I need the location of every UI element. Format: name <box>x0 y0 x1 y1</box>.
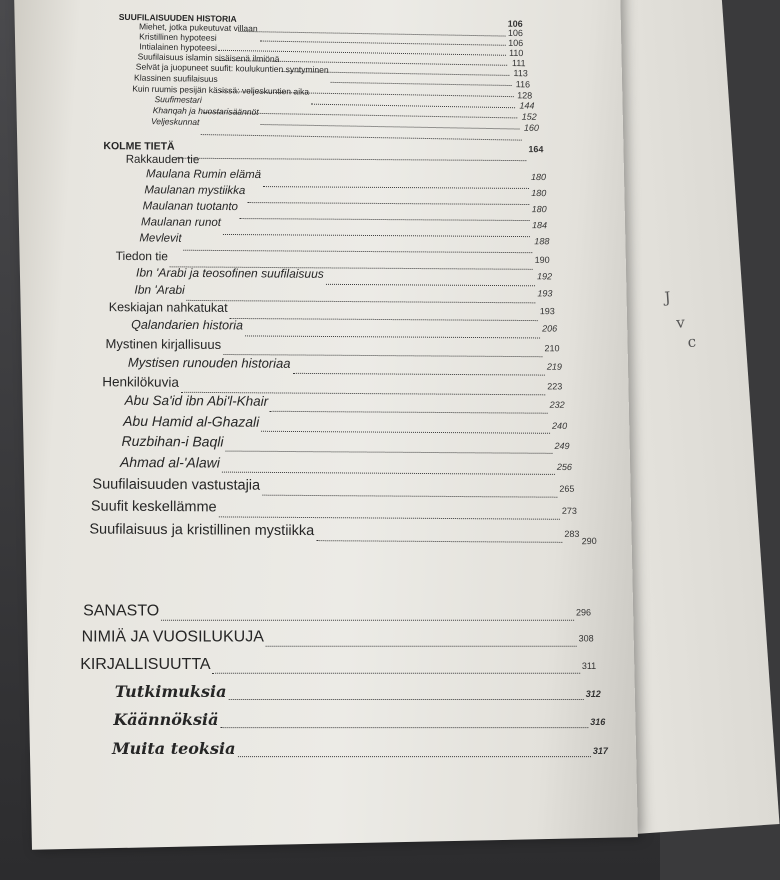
toc-entry <box>92 476 574 501</box>
toc-page-number: 106 <box>507 27 524 39</box>
toc-page-number: 193 <box>539 306 555 317</box>
toc-page-number: 180 <box>531 204 547 215</box>
toc-page-number: 296 <box>576 607 592 618</box>
toc-entry-title: Maulanan tuotanto <box>142 200 239 214</box>
toc-entry-title: Maulanan runot <box>140 216 221 229</box>
toc-entry-title: Abu Sa'id ibn Abi'l-Khair <box>124 392 269 409</box>
toc-entry-title: Rakkauden tie <box>125 153 200 167</box>
toc-entry-title: Ahmad al-'Alawi <box>119 453 220 471</box>
facing-page-letter: c <box>687 332 697 352</box>
toc-page-number: 317 <box>592 746 608 757</box>
toc-leader-dots <box>222 472 555 475</box>
toc-page-number: 111 <box>511 57 526 69</box>
toc-entry-title: Suufit keskellämme <box>90 498 217 516</box>
toc-entry <box>112 739 608 761</box>
toc-entry-title: Ibn 'Arabi <box>134 282 185 297</box>
toc-page-number: 311 <box>581 660 597 671</box>
facing-page-letter: v <box>675 313 686 332</box>
toc-page-number: 192 <box>536 271 553 282</box>
toc-leader-dots <box>220 727 588 728</box>
toc-entry-title: Mystisen runouden historiaa <box>127 354 291 371</box>
toc-entry <box>120 454 572 479</box>
toc-entry-title: SANASTO <box>83 602 160 620</box>
toc-page-number: 256 <box>556 461 572 473</box>
toc-page-number: 273 <box>561 505 577 516</box>
toc-entry-title: Käännöksiä <box>113 710 219 730</box>
toc-entry <box>83 603 591 625</box>
toc-page-number: 193 <box>537 288 553 299</box>
toc-page-number: 180 <box>531 188 547 199</box>
toc-leader-dots <box>213 673 580 674</box>
toc-leader-dots <box>201 134 522 141</box>
toc-entry-title: Henkilökuvia <box>102 374 179 390</box>
toc-entry <box>89 522 579 547</box>
toc-entry-title: Ibn 'Arabi ja teosofinen suufilaisuus <box>136 265 324 281</box>
toc-entry-title: Miehet, jotka pukeutuvat villaan <box>138 21 258 34</box>
toc-page-number: 219 <box>546 361 562 372</box>
toc-page-number: 232 <box>549 399 565 410</box>
toc-entry-title: Selvät ja juopuneet suufit: koulukuntien syntyminen <box>135 61 329 75</box>
toc-page-number: 164 <box>528 144 544 155</box>
toc-page-number: 152 <box>521 111 537 122</box>
toc-entry-title: Keskiajan nahkatukat <box>108 300 228 315</box>
toc-leader-dots <box>262 495 557 498</box>
toc-entry <box>115 682 601 704</box>
toc-entry-title: NIMIÄ JA VUOSILUKUJA <box>81 628 264 646</box>
toc-page-number: 249 <box>554 440 570 451</box>
toc-entry-title: Ruzbihan-i Baqli <box>121 432 224 450</box>
toc-page-number: 240 <box>552 420 568 431</box>
toc-entry-title: Veljeskunnat <box>150 116 200 128</box>
toc-entry-title: Khanqah ja huostarisäännöt <box>152 105 259 117</box>
toc-entry-title: KIRJALLISUUTTA <box>80 655 211 673</box>
toc-entry-title: Suufilaisuus ja kristillinen mystiikka <box>89 521 315 540</box>
toc-page-number: 160 <box>523 122 540 133</box>
toc-entry-title: Abu Hamid al-Ghazali <box>123 412 260 430</box>
toc-entry-title: Suufimestari <box>154 94 202 105</box>
toc-page-number: 308 <box>578 633 594 644</box>
toc-entry-title: Maulana Rumin elämä <box>145 168 262 182</box>
toc-page-number: 283 <box>564 528 580 539</box>
toc-entry <box>80 656 596 678</box>
toc-leader-dots <box>316 540 562 543</box>
toc-page-number: 116 <box>515 79 531 90</box>
toc-leader-dots <box>228 699 583 700</box>
toc-entry <box>91 499 577 524</box>
toc-page-number: 190 <box>534 254 550 265</box>
toc-entry <box>113 710 605 732</box>
toc-page-number: 210 <box>544 343 560 354</box>
toc-entry-title: Suufilaisuuden vastustajia <box>92 476 261 494</box>
toc-entry-title: Kuin ruumis pesijän käsissä: veljeskuntien aika <box>132 83 310 97</box>
toc-entry-title: Intialainen hypoteesi <box>139 41 218 53</box>
contents-page <box>14 0 638 850</box>
toc-page-number: 265 <box>559 483 575 494</box>
toc-page-number: 180 <box>530 171 547 183</box>
toc-entry-title: Klassinen suufilaisuus <box>134 72 218 84</box>
toc-page-number: 106 <box>508 37 524 49</box>
toc-entry-title: Kristillinen hypoteesi <box>139 31 217 43</box>
toc-page-number: 316 <box>590 717 606 728</box>
toc-entry-title: Mystinen kirjallisuus <box>105 336 222 352</box>
toc-entry-title: Tutkimuksia <box>114 682 227 702</box>
toc-page-number: 184 <box>531 220 548 231</box>
toc-page-number: 223 <box>547 381 563 392</box>
toc-entry-title: SUUFILAISUUDEN HISTORIA <box>118 11 237 24</box>
toc-leader-dots <box>219 516 560 519</box>
toc-leader-dots <box>237 756 590 757</box>
toc-page-number: 206 <box>542 323 558 334</box>
toc-entry-title: Tiedon tie <box>115 248 169 264</box>
toc-entry-title: Qalandarien historia <box>131 317 244 333</box>
toc-entry-title: Muita teoksia <box>111 739 236 759</box>
toc-page-number: 312 <box>585 689 601 700</box>
toc-page-number: 128 <box>517 90 533 101</box>
toc-page-number: 110 <box>508 47 524 59</box>
toc-page-number: 113 <box>513 68 528 79</box>
toc-entry-title: Mevlevit <box>139 232 182 245</box>
toc-entry-title: KOLME TIETÄ <box>103 140 175 153</box>
toc-page-number: 106 <box>507 18 523 29</box>
toc-page-number: 290 <box>581 535 597 547</box>
toc-leader-dots <box>266 646 577 647</box>
toc-entry-title: Suufilaisuus islamin sisäisenä ilmiönä <box>137 51 280 64</box>
toc-page-number: 188 <box>534 236 550 247</box>
toc-leader-dots <box>225 451 552 454</box>
toc-page-number: 144 <box>519 100 535 111</box>
toc-entry-title: Maulanan mystiikka <box>144 184 246 198</box>
toc-leader-dots <box>161 620 574 621</box>
facing-page-letter: J <box>663 288 672 307</box>
toc-entry <box>82 629 594 651</box>
